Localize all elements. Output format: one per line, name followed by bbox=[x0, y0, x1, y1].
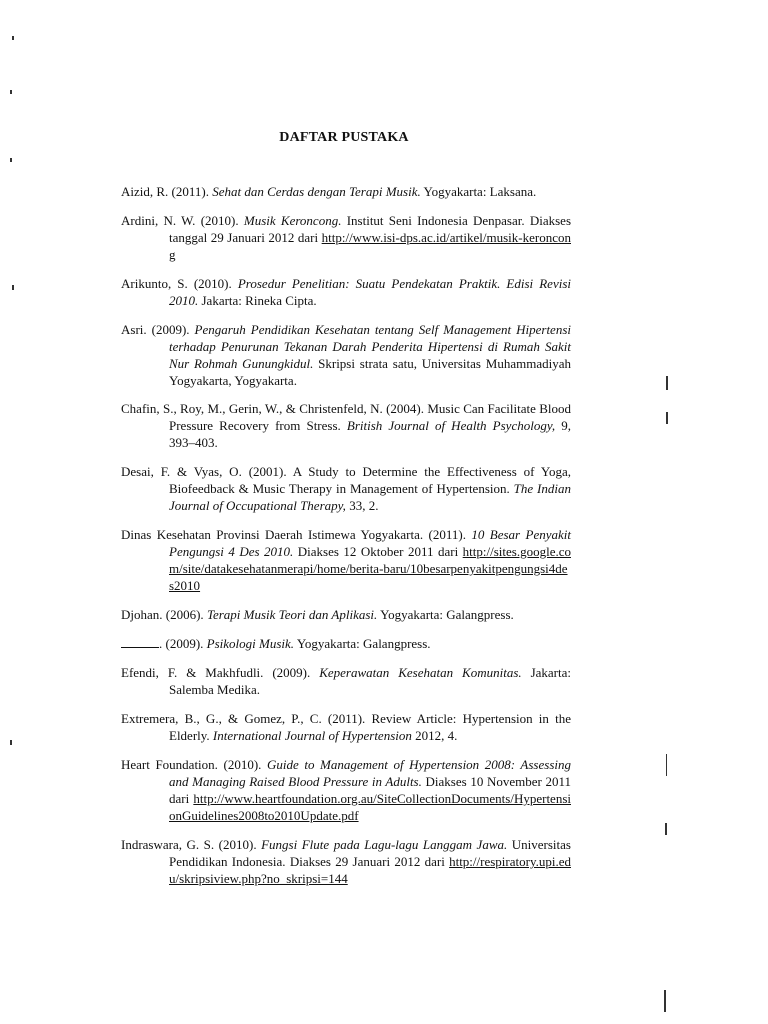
reference-text: Yogyakarta: Laksana. bbox=[420, 184, 537, 199]
reference-title: Keperawatan Kesehatan Komunitas. bbox=[319, 665, 522, 680]
reference-title: Musik Keroncong. bbox=[243, 213, 342, 228]
scan-mark bbox=[666, 754, 667, 776]
reference-text: Desai, F. & Vyas, O. (2001). A Study to Determine the Effectiveness of Yoga, Biofeedback & Music Therapy in Management of Hypertension. bbox=[121, 464, 571, 496]
reference-text: Universitas Pendidikan Indonesia. Diakses 29 Januari 2012 dari bbox=[169, 837, 571, 869]
reference-text: . (2009). bbox=[159, 636, 207, 651]
reference-entry bbox=[121, 710, 571, 744]
reference-entry bbox=[121, 212, 571, 263]
scan-mark bbox=[12, 285, 14, 290]
reference-url: http://respiratory.upi.edu/skripsiview.php?no_skripsi=144 bbox=[169, 854, 571, 886]
reference-text: Asri. (2009). bbox=[121, 322, 195, 337]
reference-entry bbox=[121, 275, 571, 309]
reference-entry bbox=[121, 526, 571, 594]
reference-text: Heart Foundation. (2010). bbox=[121, 757, 267, 772]
reference-entry bbox=[121, 183, 571, 200]
reference-text: Arikunto, S. (2010). bbox=[121, 276, 238, 291]
reference-text: Jakarta: Salemba Medika. bbox=[169, 665, 572, 697]
reference-text: 2012, 4. bbox=[411, 728, 458, 743]
reference-title: Fungsi Flute pada Lagu-lagu Langgam Jawa. bbox=[261, 837, 508, 852]
reference-title: 10 Besar Penyakit Pengungsi 4 Des 2010. bbox=[169, 527, 571, 559]
reference-text: Diakses 10 November 2011 dari bbox=[169, 774, 572, 806]
reference-entry bbox=[121, 400, 571, 451]
reference-entry bbox=[121, 606, 571, 623]
reference-text: Dinas Kesehatan Provinsi Daerah Istimewa Yogyakarta. (2011). bbox=[121, 527, 472, 542]
reference-text: Yogyakarta: Galangpress. bbox=[294, 636, 431, 651]
reference-entry bbox=[121, 463, 571, 514]
reference-title: Psikologi Musik. bbox=[206, 636, 295, 651]
reference-text: Institut Seni Indonesia Denpasar. Diakses tanggal 29 Januari 2012 dari bbox=[169, 213, 572, 245]
scan-mark bbox=[10, 740, 12, 745]
scan-mark bbox=[12, 36, 14, 40]
reference-text: Jakarta: Rineka Cipta. bbox=[198, 293, 317, 308]
reference-title: Terapi Musik Teori dan Aplikasi. bbox=[206, 607, 378, 622]
reference-url: http://sites.google.com/site/datakesehatanmerapi/home/berita-baru/10besarpenyakitpengungsi4des2010 bbox=[169, 544, 571, 593]
reference-text: Djohan. (2006). bbox=[121, 607, 207, 622]
reference-text: 9, 393–403. bbox=[169, 418, 572, 450]
reference-entry bbox=[121, 321, 571, 389]
scan-mark bbox=[10, 158, 12, 162]
scan-mark bbox=[664, 990, 666, 1012]
reference-text: Efendi, F. & Makhfudli. (2009). bbox=[121, 665, 320, 680]
reference-entry bbox=[121, 756, 571, 824]
reference-text: Aizid, R. (2011). bbox=[121, 184, 213, 199]
reference-entry bbox=[121, 635, 571, 652]
reference-title: Prosedur Penelitian: Suatu Pendekatan Praktik. Edisi Revisi 2010. bbox=[169, 276, 571, 308]
reference-text: Ardini, N. W. (2010). bbox=[121, 213, 244, 228]
reference-text: Diakses 12 Oktober 2011 dari bbox=[293, 544, 463, 559]
reference-text: Skripsi strata satu, Universitas Muhammadiyah Yogyakarta, Yogyakarta. bbox=[169, 356, 571, 388]
reference-url: http://www.heartfoundation.org.au/SiteCollectionDocuments/HypertensionGuidelines2008to2010Update.pdf bbox=[169, 791, 571, 823]
reference-text: 33, 2. bbox=[345, 498, 379, 513]
scan-mark bbox=[10, 90, 12, 94]
reference-entry bbox=[121, 836, 571, 887]
scan-mark bbox=[665, 823, 667, 835]
scan-mark bbox=[666, 412, 668, 424]
reference-title: International Journal of Hypertension bbox=[212, 728, 412, 743]
reference-title: British Journal of Health Psychology, bbox=[346, 418, 556, 433]
reference-text: Extremera, B., G., & Gomez, P., C. (2011). Review Article: Hypertension in the Elderly. bbox=[121, 711, 571, 743]
page-title: DAFTAR PUSTAKA bbox=[279, 130, 409, 145]
reference-text: Yogyakarta: Galangpress. bbox=[377, 607, 514, 622]
reference-title: Sehat dan Cerdas dengan Terapi Musik. bbox=[212, 184, 421, 199]
scan-mark bbox=[666, 376, 668, 390]
reference-text: Indraswara, G. S. (2010). bbox=[121, 837, 262, 852]
reference-title: The Indian Journal of Occupational Therapy, bbox=[169, 481, 571, 513]
reference-title: Guide to Management of Hypertension 2008: Assessing and Managing Raised Blood Pressure in Adults. bbox=[169, 757, 571, 789]
reference-list bbox=[121, 183, 571, 887]
author-repeat-line bbox=[121, 637, 159, 648]
reference-url: http://www.isi-dps.ac.id/artikel/musik-keroncong bbox=[169, 230, 571, 262]
reference-entry bbox=[121, 664, 571, 698]
reference-title: Pengaruh Pendidikan Kesehatan tentang Self Management Hipertensi terhadap Penurunan Tekanan Darah Penderita Hipertensi di Rumah Sakit Nur Rohmah Gunungkidul. bbox=[169, 322, 571, 371]
reference-text: Chafin, S., Roy, M., Gerin, W., & Christenfeld, N. (2004). Music Can Facilitate Blood Pressure Recovery from Stress. bbox=[121, 401, 571, 433]
